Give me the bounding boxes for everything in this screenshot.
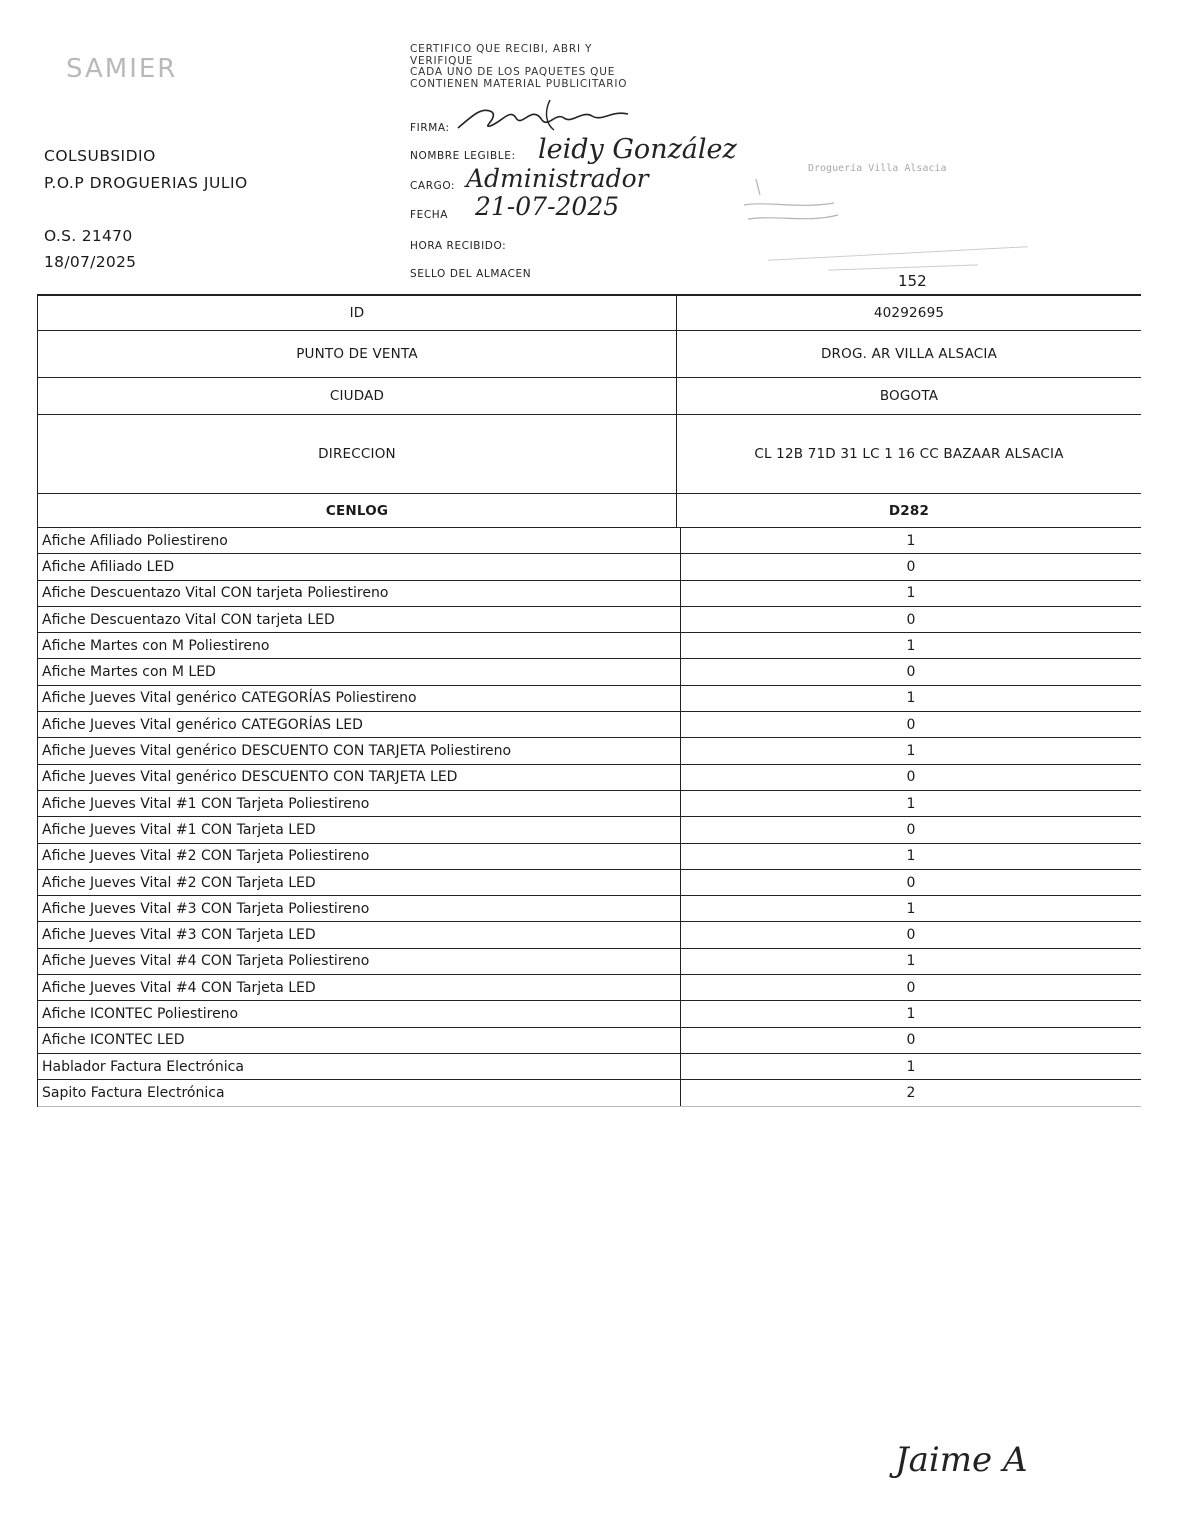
row-cenlog-value: D282: [888, 502, 930, 519]
item-row: [38, 791, 1141, 817]
company-block: [44, 143, 248, 197]
row-ciudad: [38, 378, 1141, 415]
item-name: Afiche Martes con M Poliestireno: [38, 633, 681, 658]
item-qty: 0: [906, 769, 916, 786]
item-qty: 0: [906, 611, 916, 628]
item-name: Afiche Jueves Vital #3 CON Tarjeta LED: [38, 922, 681, 947]
item-row: [38, 528, 1141, 554]
item-name: Afiche Jueves Vital genérico CATEGORÍAS LED: [38, 712, 681, 737]
item-name: Afiche Jueves Vital genérico DESCUENTO CON TARJETA LED: [38, 765, 681, 790]
item-qty: 1: [906, 743, 916, 760]
item-name: Afiche Jueves Vital #4 CON Tarjeta LED: [38, 975, 681, 1000]
cert-line: CONTIENEN MATERIAL PUBLICITARIO: [410, 77, 628, 90]
fecha-value: 21-07-2025: [475, 192, 620, 221]
row-punto-venta-value: DROG. AR VILLA ALSACIA: [820, 346, 998, 362]
item-name: Hablador Factura Electrónica: [38, 1054, 681, 1079]
item-qty: 1: [906, 953, 916, 970]
row-ciudad-label: CIUDAD: [38, 378, 677, 414]
item-qty: 1: [906, 690, 916, 707]
item-row: [38, 554, 1141, 580]
row-cenlog: [38, 494, 1141, 528]
item-qty: 1: [906, 637, 916, 654]
stamp-text: Droguería Villa Alsacia: [808, 163, 947, 174]
item-name: Afiche Jueves Vital #1 CON Tarjeta Poliestireno: [38, 791, 681, 816]
item-row: [38, 581, 1141, 607]
item-name: Afiche Descuentazo Vital CON tarjeta LED: [38, 607, 681, 632]
item-qty: 0: [906, 664, 916, 681]
item-row: [38, 949, 1141, 975]
row-punto-venta-label: PUNTO DE VENTA: [38, 331, 677, 377]
item-qty: 2: [906, 1084, 916, 1101]
sello-label: SELLO DEL ALMACEN: [410, 268, 532, 280]
row-direccion-label: DIRECCION: [38, 415, 677, 493]
package-count: 152: [898, 272, 927, 290]
item-row: [38, 922, 1141, 948]
cert-line: CADA UNO DE LOS PAQUETES QUE: [410, 66, 616, 78]
item-name: Afiche ICONTEC LED: [38, 1028, 681, 1053]
firma-label: FIRMA:: [410, 122, 450, 134]
item-name: Afiche Jueves Vital #4 CON Tarjeta Poliestireno: [38, 949, 681, 974]
item-name: Afiche Jueves Vital #3 CON Tarjeta Poliestireno: [38, 896, 681, 921]
item-row: [38, 633, 1141, 659]
order-number: O.S. 21470: [44, 227, 133, 245]
item-row: [38, 659, 1141, 685]
item-row: [38, 712, 1141, 738]
company-name: COLSUBSIDIO: [44, 147, 156, 165]
item-name: Afiche Jueves Vital #2 CON Tarjeta LED: [38, 870, 681, 895]
nombre-field: [410, 146, 516, 164]
item-qty: 0: [906, 558, 916, 575]
row-cenlog-label: CENLOG: [38, 494, 677, 527]
row-id-value: 40292695: [873, 305, 945, 321]
sello-field: [410, 264, 531, 282]
row-id: [38, 296, 1141, 331]
item-row: [38, 607, 1141, 633]
certificate-text: [410, 44, 627, 90]
item-qty: 1: [906, 532, 916, 549]
cert-line: VERIFIQUE: [410, 54, 474, 67]
company-logo: [62, 50, 227, 105]
item-qty: 1: [906, 1005, 916, 1022]
item-qty: 0: [906, 979, 916, 996]
item-name: Afiche Descuentazo Vital CON tarjeta Poliestireno: [38, 581, 681, 606]
item-name: Afiche Martes con M LED: [38, 659, 681, 684]
cargo-field: [410, 176, 455, 194]
stamp-scribble-icon: [738, 175, 848, 225]
bottom-signature: Jaime A: [895, 1440, 1028, 1480]
firma-field: [410, 118, 450, 136]
item-qty: 1: [906, 900, 916, 917]
item-row: [38, 870, 1141, 896]
delivery-table: [37, 294, 1141, 1107]
stamp-line: [768, 246, 1028, 261]
item-row: [38, 686, 1141, 712]
item-row: [38, 817, 1141, 843]
order-block: [44, 223, 136, 275]
item-qty: 0: [906, 874, 916, 891]
item-qty: 1: [906, 848, 916, 865]
row-punto-venta: [38, 331, 1141, 378]
item-name: Sapito Factura Electrónica: [38, 1080, 681, 1105]
item-name: Afiche Jueves Vital #2 CON Tarjeta Poliestireno: [38, 844, 681, 869]
logo-text: SAMIER: [66, 54, 178, 84]
item-row: [38, 1054, 1141, 1080]
item-row: [38, 738, 1141, 764]
nombre-label: NOMBRE LEGIBLE:: [410, 150, 516, 162]
cargo-label: CARGO:: [410, 180, 456, 192]
item-name: Afiche Jueves Vital #1 CON Tarjeta LED: [38, 817, 681, 842]
item-row: [38, 1028, 1141, 1054]
item-row: [38, 1001, 1141, 1027]
item-qty: 0: [906, 927, 916, 944]
item-qty: 1: [906, 1058, 916, 1075]
item-qty: 1: [906, 795, 916, 812]
item-name: Afiche ICONTEC Poliestireno: [38, 1001, 681, 1026]
row-direccion: [38, 415, 1141, 494]
nombre-value: leidy González: [538, 134, 737, 165]
item-name: Afiche Afiliado LED: [38, 554, 681, 579]
item-row: [38, 1080, 1141, 1106]
handwritten-signature: [452, 98, 642, 138]
row-id-label: ID: [38, 296, 677, 330]
stamp-line: [828, 264, 978, 270]
item-name: Afiche Jueves Vital genérico CATEGORÍAS Poliestireno: [38, 686, 681, 711]
fecha-label: FECHA: [410, 209, 449, 221]
cargo-value: Administrador: [466, 164, 649, 193]
hora-field: [410, 236, 506, 254]
hora-label: HORA RECIBIDO:: [410, 240, 507, 252]
item-row: [38, 975, 1141, 1001]
order-date: 18/07/2025: [44, 253, 137, 271]
item-name: Afiche Jueves Vital genérico DESCUENTO CON TARJETA Poliestireno: [38, 738, 681, 763]
cert-line: CERTIFICO QUE RECIBI, ABRI Y: [410, 43, 593, 55]
item-qty: 0: [906, 716, 916, 733]
item-row: [38, 896, 1141, 922]
item-qty: 0: [906, 1032, 916, 1049]
row-direccion-value: CL 12B 71D 31 LC 1 16 CC BAZAAR ALSACIA: [754, 446, 1064, 462]
item-qty: 1: [906, 585, 916, 602]
item-qty: 0: [906, 821, 916, 838]
fecha-field: [410, 205, 448, 223]
item-row: [38, 844, 1141, 870]
item-name: Afiche Afiliado Poliestireno: [38, 528, 681, 553]
row-ciudad-value: BOGOTA: [879, 388, 939, 404]
item-row: [38, 765, 1141, 791]
company-line2: P.O.P DROGUERIAS JULIO: [44, 174, 248, 192]
